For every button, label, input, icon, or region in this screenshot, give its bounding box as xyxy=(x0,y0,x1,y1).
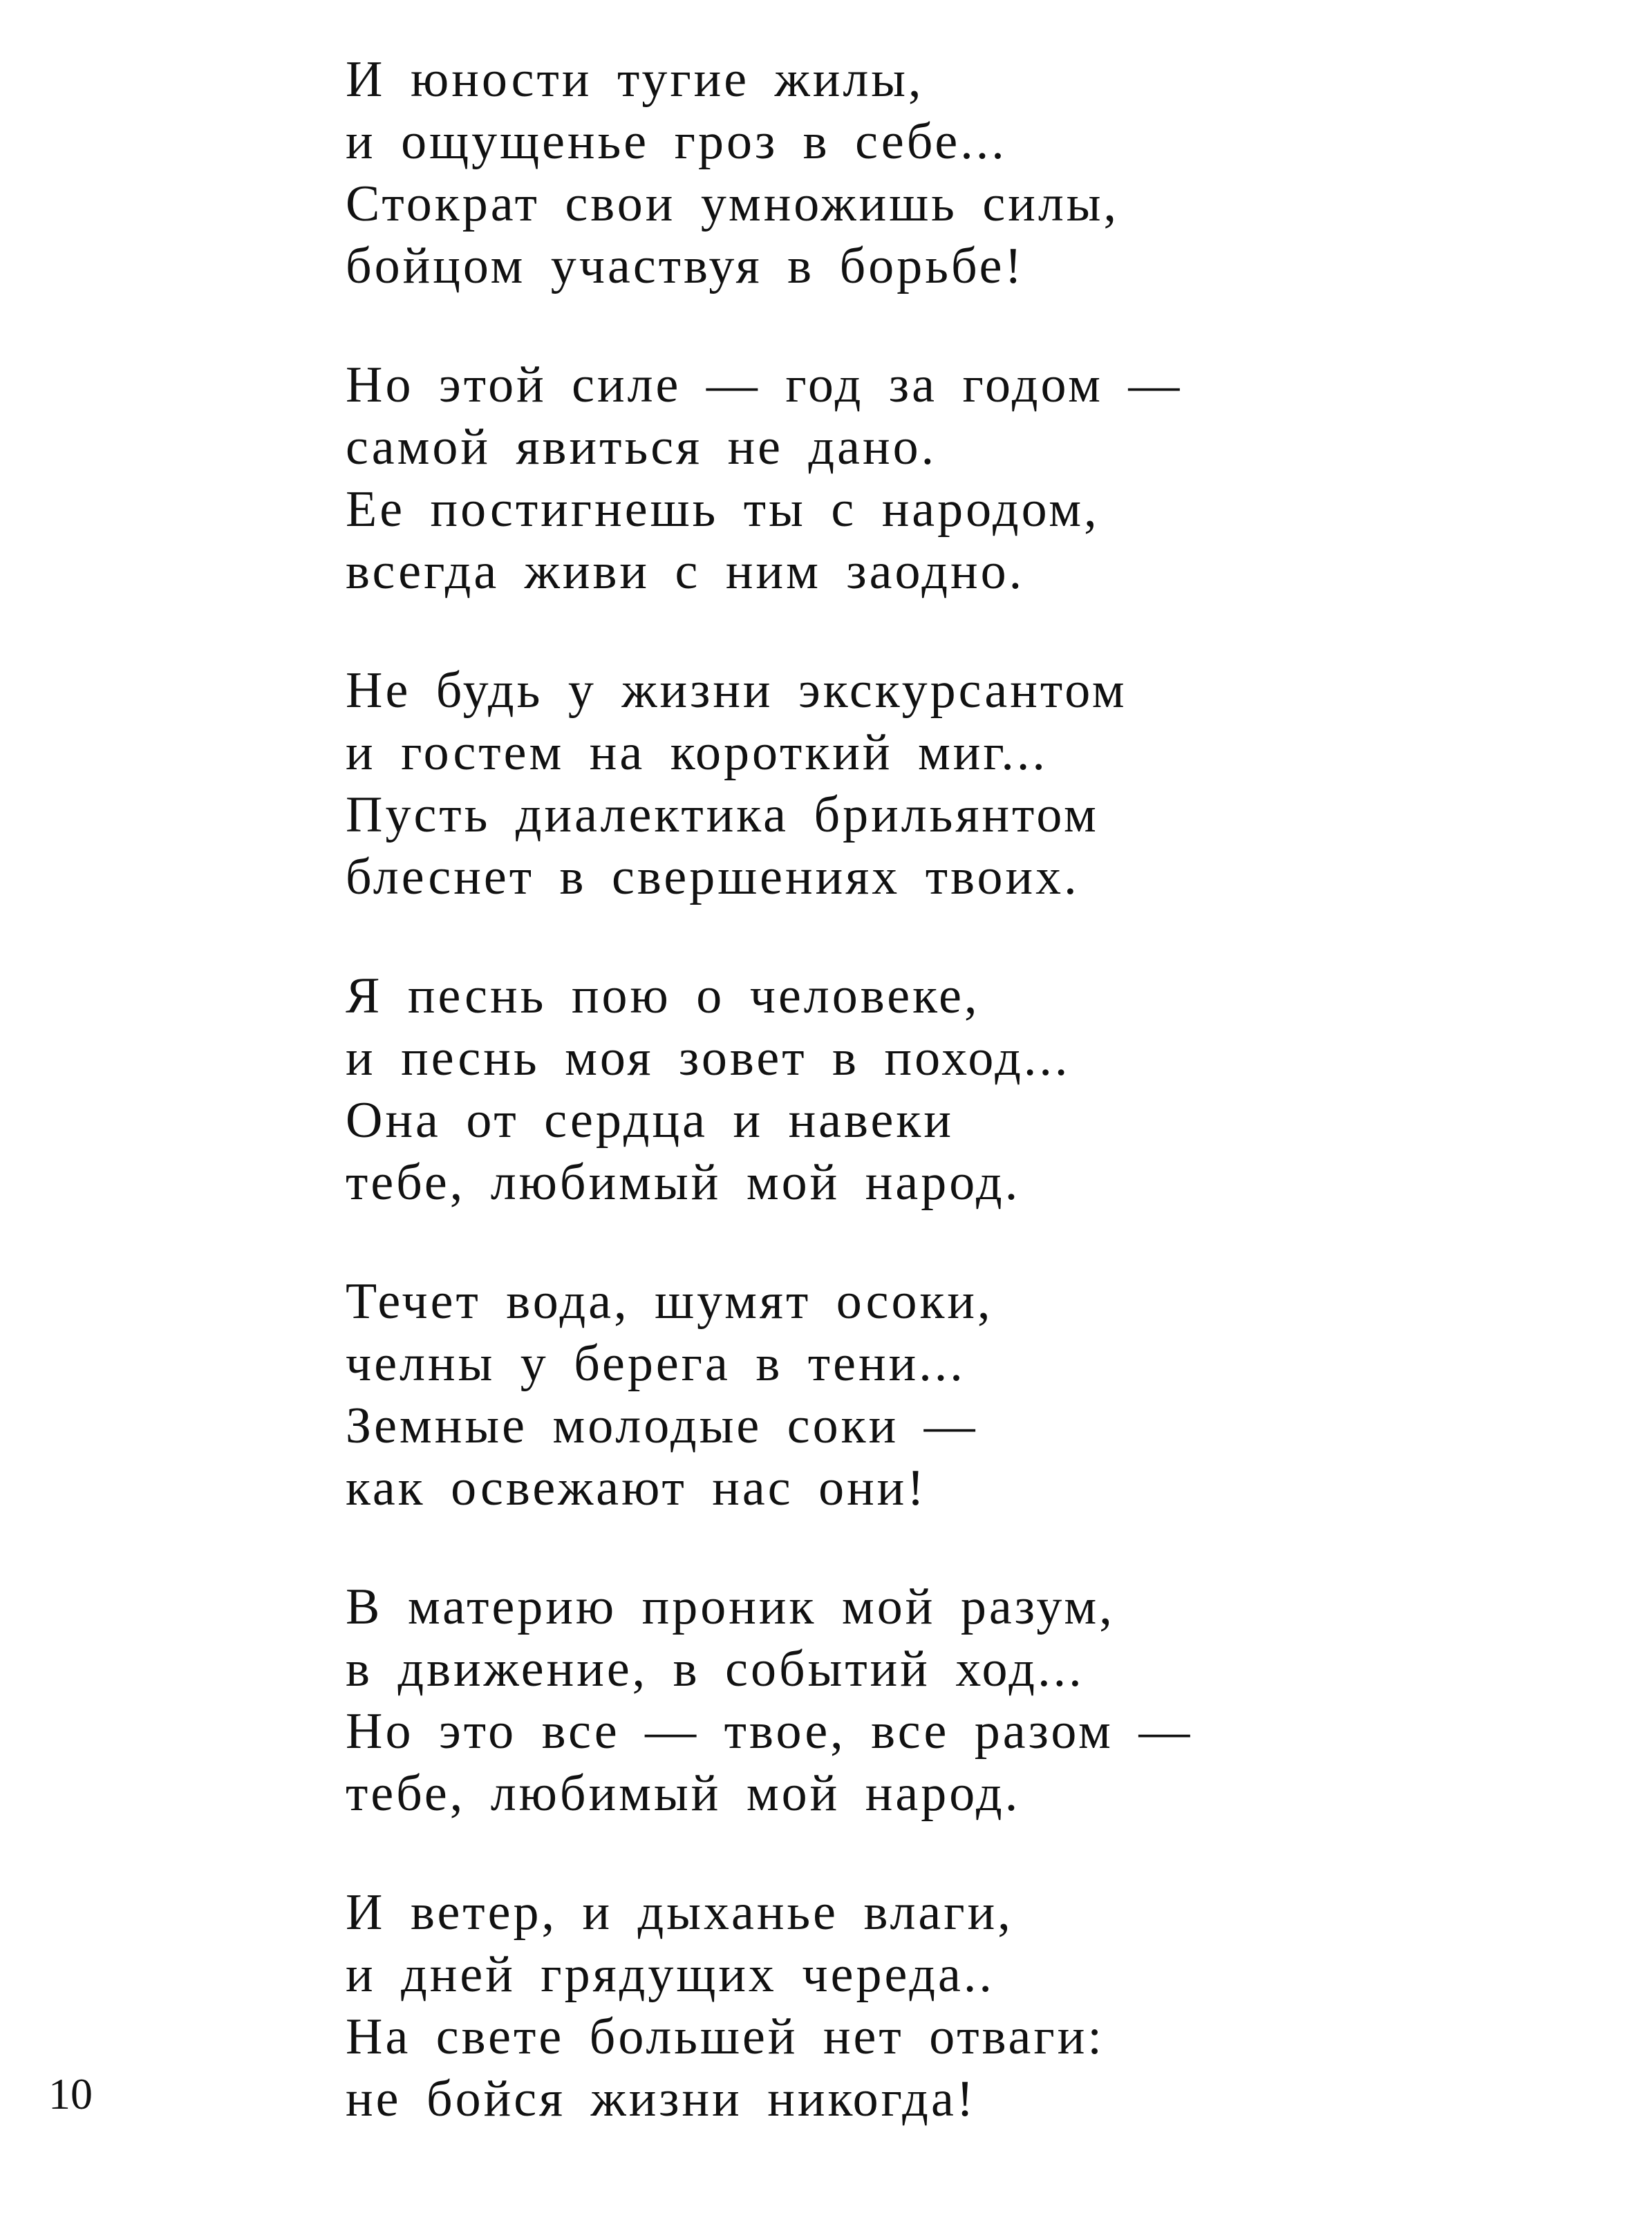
stanza-5 xyxy=(346,1270,1382,1519)
stanza-4 xyxy=(346,965,1382,1214)
poem-line: как освежают нас они! xyxy=(346,1460,927,1516)
poem-line: Пусть диалектика брильянтом xyxy=(346,787,1099,843)
poem-line: В материю проник мой разум, xyxy=(346,1579,1115,1635)
poem-line: Я песнь пою о человеке, xyxy=(346,968,980,1024)
stanza-6 xyxy=(346,1576,1382,1825)
stanza-1 xyxy=(346,48,1382,297)
poem-line: Она от сердца и навеки xyxy=(346,1092,954,1149)
poem-line: Но этой силе — год за годом — xyxy=(346,357,1183,413)
poem-line: Но это все — твое, все разом — xyxy=(346,1703,1193,1760)
poem-line: И ветер, и дыханье влаги, xyxy=(346,1884,1013,1941)
poem-line: Ее постигнешь ты с народом, xyxy=(346,481,1100,538)
poem-line: тебе, любимый мой народ. xyxy=(346,1765,1021,1822)
poem-line: Стократ свои умножишь силы, xyxy=(346,176,1120,232)
poem-line: Течет вода, шумят осоки, xyxy=(346,1273,993,1330)
stanza-7 xyxy=(346,1881,1382,2130)
poem-line: тебе, любимый мой народ. xyxy=(346,1154,1021,1211)
stanza-3 xyxy=(346,659,1382,908)
stanza-2 xyxy=(346,354,1382,603)
poem-line: всегда живи с ним заодно. xyxy=(346,543,1025,600)
poem-line: На свете большей нет отваги: xyxy=(346,2009,1105,2065)
poem-line: и гостем на короткий миг... xyxy=(346,724,1048,781)
poem-body xyxy=(346,48,1382,2130)
poem-line: Не будь у жизни экскурсантом xyxy=(346,662,1127,719)
poem-line: И юности тугие жилы, xyxy=(346,51,924,108)
poem-line: самой явиться не дано. xyxy=(346,419,937,476)
poem-line: Земные молодые соки — xyxy=(346,1398,978,1454)
poem-line: бойцом участвуя в борьбе! xyxy=(346,238,1025,294)
poem-line: и песнь моя зовет в поход... xyxy=(346,1030,1071,1087)
poem-line: блеснет в свершениях твоих. xyxy=(346,849,1080,905)
poem-line: и дней грядущих череда.. xyxy=(346,1946,995,2003)
poem-line: не бойся жизни никогда! xyxy=(346,2071,977,2127)
poem-line: челны у берега в тени... xyxy=(346,1335,966,1392)
poem-line: в движение, в событий ход... xyxy=(346,1641,1085,1697)
poem-line: и ощущенье гроз в себе... xyxy=(346,113,1007,170)
page-number: 10 xyxy=(48,2069,93,2118)
